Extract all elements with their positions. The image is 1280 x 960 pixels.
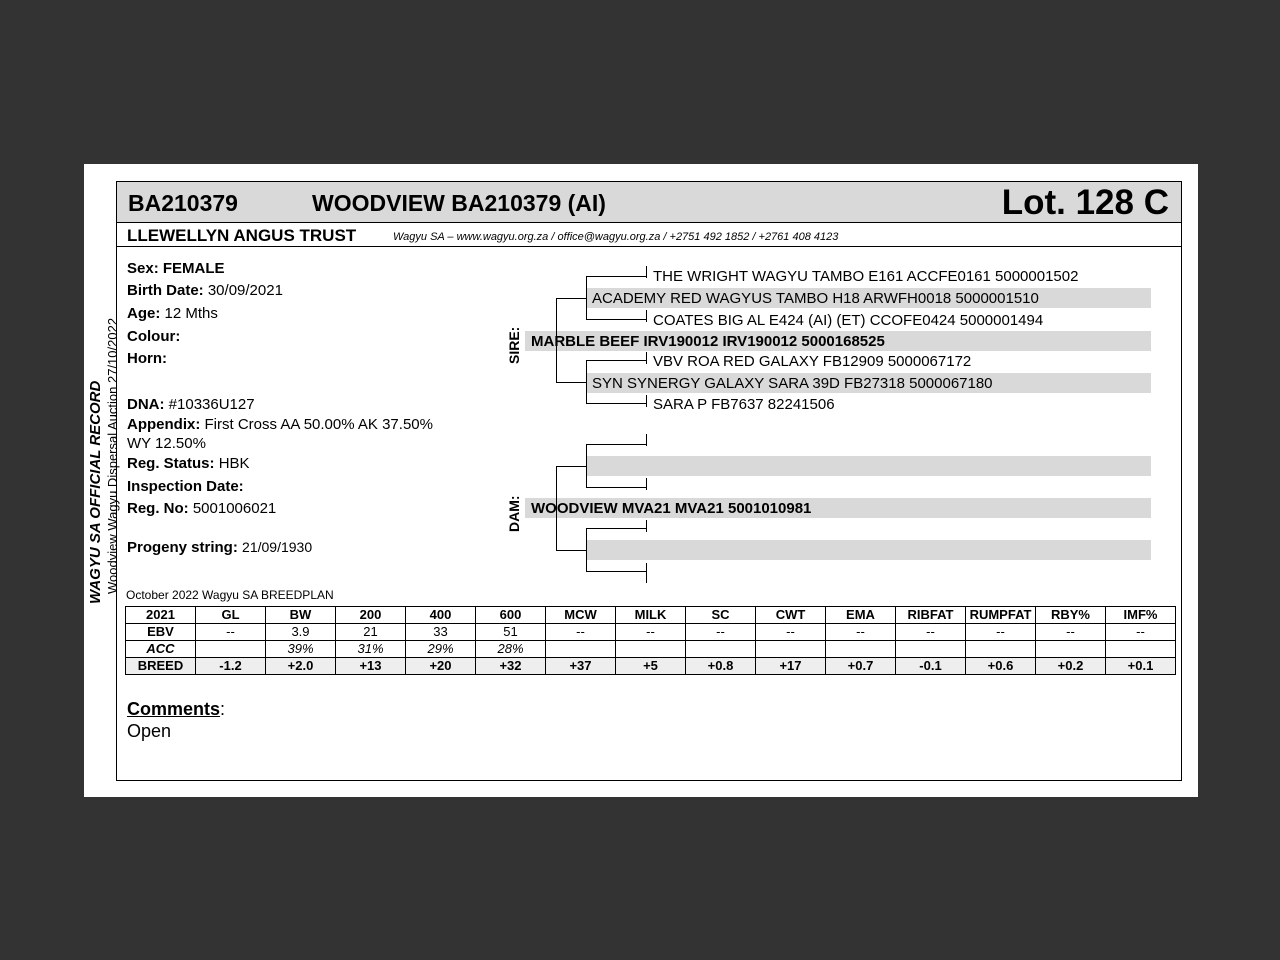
sire-label: SIRE:: [506, 326, 522, 364]
table-cell: --: [686, 624, 756, 641]
header-cell: GL: [196, 607, 266, 624]
table-cell: --: [546, 624, 616, 641]
animal-name: WOODVIEW BA210379 (AI): [312, 190, 606, 216]
sire-sire-sire-name: THE WRIGHT WAGYU TAMBO E161 ACCFE0161 5000001502: [653, 268, 1079, 285]
table-cell: +37: [546, 658, 616, 675]
table-row-breed: [126, 658, 1176, 675]
table-cell: [196, 641, 266, 658]
table-cell: ACC: [126, 641, 196, 658]
sire-dam-sire-name: VBV ROA RED GALAXY FB12909 5000067172: [653, 353, 972, 370]
header-cell: 400: [406, 607, 476, 624]
dam-sire-bar: [586, 456, 1151, 476]
table-cell: --: [196, 624, 266, 641]
inspection-date-field: Inspection Date:: [127, 478, 244, 495]
dam-dam-bar: [586, 540, 1151, 560]
table-cell: +5: [616, 658, 686, 675]
header-cell: 200: [336, 607, 406, 624]
header-cell: BW: [266, 607, 336, 624]
table-cell: [826, 641, 896, 658]
table-cell: 33: [406, 624, 476, 641]
header-cell: MILK: [616, 607, 686, 624]
header-cell: RIBFAT: [896, 607, 966, 624]
table-cell: [966, 641, 1036, 658]
header-cell: SC: [686, 607, 756, 624]
sire-dam-dam-name: SARA P FB7637 82241506: [653, 396, 835, 413]
dam-name: WOODVIEW MVA21 MVA21 5001010981: [531, 500, 812, 517]
table-cell: [546, 641, 616, 658]
table-cell: -1.2: [196, 658, 266, 675]
title-bar: [117, 182, 1181, 223]
colour-field: Colour:: [127, 328, 181, 345]
age-field: Age: 12 Mths: [127, 305, 218, 322]
sire-sire-bracket: [586, 276, 587, 320]
contact-line: Wagyu SA – www.wagyu.org.za / office@wagyu.org.za / +2751 492 1852 / +2761 408 4123: [393, 231, 839, 243]
record-frame: [116, 181, 1182, 781]
table-cell: --: [756, 624, 826, 641]
table-cell: --: [826, 624, 896, 641]
dam-sire-bracket: [586, 444, 587, 488]
breedplan-table: [125, 606, 1176, 675]
table-cell: --: [616, 624, 686, 641]
table-cell: [896, 641, 966, 658]
lot-number: Lot. 128 C: [1001, 183, 1169, 222]
table-cell: 21: [336, 624, 406, 641]
table-cell: +2.0: [266, 658, 336, 675]
table-cell: 3.9: [266, 624, 336, 641]
table-cell: --: [896, 624, 966, 641]
dam-dam-bracket: [586, 528, 587, 572]
table-cell: +17: [756, 658, 826, 675]
table-cell: [1106, 641, 1176, 658]
owner-bar: [117, 223, 1181, 247]
appendix-field-cont: WY 12.50%: [127, 435, 206, 452]
header-cell: RUMPFAT: [966, 607, 1036, 624]
comments-label: Comments:: [127, 699, 226, 719]
header-cell: 2021: [126, 607, 196, 624]
table-cell: 39%: [266, 641, 336, 658]
official-record-label: WAGYU SA OFFICIAL RECORD: [87, 380, 104, 604]
dam-label: DAM:: [506, 495, 522, 532]
table-row-ebv: [126, 624, 1176, 641]
table-cell: [616, 641, 686, 658]
table-cell: +32: [476, 658, 546, 675]
sire-name: MARBLE BEEF IRV190012 IRV190012 5000168525: [531, 333, 885, 350]
table-cell: 51: [476, 624, 546, 641]
table-cell: [1036, 641, 1106, 658]
record-sheet: [84, 164, 1198, 797]
header-cell: MCW: [546, 607, 616, 624]
table-row-acc: [126, 641, 1176, 658]
table-cell: --: [1036, 624, 1106, 641]
table-header-row: [126, 607, 1176, 624]
sire-dam-bracket: [586, 360, 587, 404]
reg-no-field: Reg. No: 5001006021: [127, 500, 277, 517]
table-cell: +0.6: [966, 658, 1036, 675]
table-cell: +0.2: [1036, 658, 1106, 675]
table-cell: +0.8: [686, 658, 756, 675]
header-cell: CWT: [756, 607, 826, 624]
table-cell: --: [1106, 624, 1176, 641]
table-cell: [756, 641, 826, 658]
header-cell: RBY%: [1036, 607, 1106, 624]
header-cell: EMA: [826, 607, 896, 624]
table-cell: -0.1: [896, 658, 966, 675]
table-cell: --: [966, 624, 1036, 641]
table-cell: EBV: [126, 624, 196, 641]
table-cell: 29%: [406, 641, 476, 658]
table-cell: +0.7: [826, 658, 896, 675]
auction-label: Woodview Wagyu Dispersal Auction 27/10/2022: [105, 317, 120, 594]
dna-field: DNA: #10336U127: [127, 396, 255, 413]
birth-date-field: Birth Date: 30/09/2021: [127, 282, 283, 299]
sex-field: Sex: FEMALE: [127, 260, 225, 277]
reg-status-field: Reg. Status: HBK: [127, 455, 250, 472]
table-cell: 28%: [476, 641, 546, 658]
progeny-field: Progeny string: 21/09/1930: [127, 539, 313, 556]
header-cell: 600: [476, 607, 546, 624]
table-cell: 31%: [336, 641, 406, 658]
table-cell: +13: [336, 658, 406, 675]
registration-id: BA210379: [128, 190, 238, 216]
table-cell: [686, 641, 756, 658]
sire-sire-name: ACADEMY RED WAGYUS TAMBO H18 ARWFH0018 5000001510: [592, 290, 1039, 307]
owner-name: LLEWELLYN ANGUS TRUST: [127, 226, 357, 245]
header-cell: IMF%: [1106, 607, 1176, 624]
breedplan-title: October 2022 Wagyu SA BREEDPLAN: [126, 588, 334, 602]
sire-sire-dam-name: COATES BIG AL E424 (AI) (ET) CCOFE0424 5000001494: [653, 312, 1044, 329]
table-cell: +0.1: [1106, 658, 1176, 675]
table-cell: BREED: [126, 658, 196, 675]
sire-dam-name: SYN SYNERGY GALAXY SARA 39D FB27318 5000067180: [592, 375, 993, 392]
table-cell: +20: [406, 658, 476, 675]
comments-text: Open: [127, 721, 172, 741]
appendix-field: Appendix: First Cross AA 50.00% AK 37.50%: [127, 416, 433, 433]
horn-field: Horn:: [127, 350, 167, 367]
